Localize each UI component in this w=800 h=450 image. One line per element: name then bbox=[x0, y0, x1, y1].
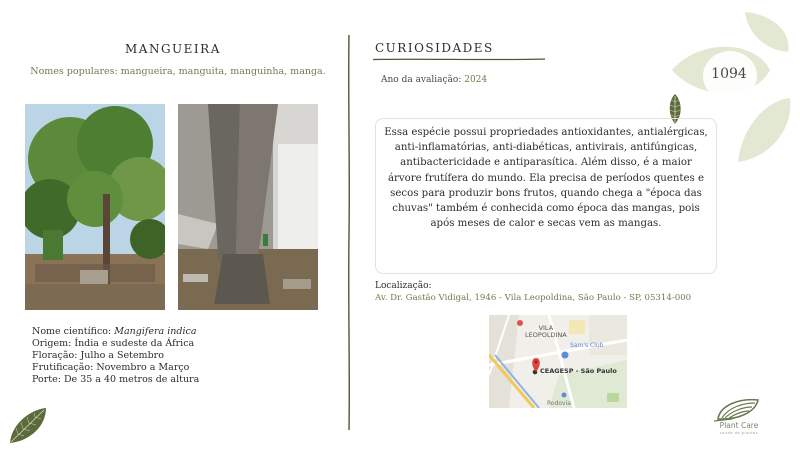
map-poi-label: CEAGESP - São Paulo bbox=[540, 367, 617, 375]
plant-care-logo bbox=[710, 396, 768, 422]
evaluation-year: Ano da avaliação: 2024 bbox=[381, 75, 488, 85]
tree-photo bbox=[25, 104, 165, 310]
brand-name: Plant Care bbox=[719, 421, 759, 430]
brand-tagline: saúde de plantas bbox=[719, 431, 759, 435]
fact-flowering: Floração: Julho a Setembro bbox=[32, 350, 164, 361]
curiosities-title: CURIOSIDADES bbox=[375, 41, 494, 55]
plant-facts bbox=[32, 326, 199, 386]
plant-title: MANGUEIRA bbox=[125, 42, 221, 56]
map-street-label: Rodovia bbox=[547, 400, 571, 407]
title-underline bbox=[373, 58, 545, 61]
plant-id-badge: 1094 bbox=[711, 66, 747, 82]
trunk-photo bbox=[178, 104, 318, 310]
map-district-label: VILA LEOPOLDINA bbox=[525, 324, 567, 339]
location-address[interactable]: Av. Dr. Gastão Vidigal, 1946 - Vila Leopoldina, São Paulo - SP, 05314-000 bbox=[375, 293, 692, 303]
location-map[interactable] bbox=[489, 315, 627, 408]
curiosities-text: Essa espécie possui propriedades antioxidantes, antialérgicas, anti-inflamatórias, anti-diabéticas, antivirais, antifúngicas, antibactericidade e antiparasítica. Além disso, é a maior árvore frutífera do mundo. Ela precisa de períodos quentes e secos para produzir bons frutos, quando chega a "época das chuvas" também é conhecida como época das mangas, pois após meses de calor e secas vem as mangas. bbox=[375, 118, 717, 274]
fact-size: Porte: De 35 a 40 metros de altura bbox=[32, 374, 200, 385]
fact-fruiting: Frutificação: Novembro a Março bbox=[32, 362, 190, 373]
fact-scientific-name: Nome científico: Mangifera indica bbox=[32, 326, 197, 337]
leaf-icon-bottom-left bbox=[6, 404, 50, 446]
column-divider bbox=[347, 35, 351, 430]
fact-origin: Origem: Índia e sudeste da África bbox=[32, 338, 195, 349]
location-label: Localização: bbox=[375, 281, 432, 291]
popular-names: Nomes populares: mangueira, manguita, manguinha, manga. bbox=[30, 66, 326, 77]
map-store-label: Sam's Club bbox=[570, 342, 604, 349]
